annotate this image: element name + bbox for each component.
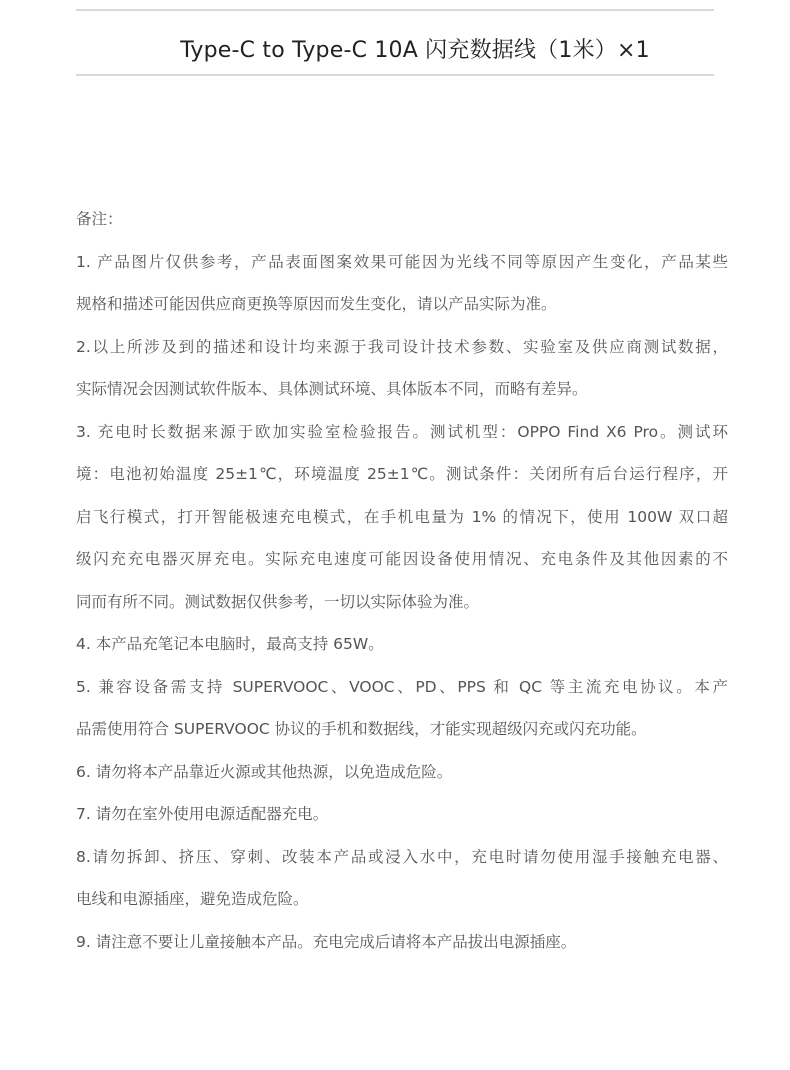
- top-divider: [76, 9, 714, 11]
- note-line: 7. 请勿在室外使用电源适配器充电。: [76, 805, 329, 823]
- notes-section: [76, 198, 728, 963]
- note-line: 电线和电源插座，避免造成危险。: [76, 890, 309, 908]
- notes-body: [76, 241, 728, 964]
- note-line: 5. 兼容设备需支持 SUPERVOOC、VOOC、PD、PPS 和 QC 等主流充电协议。本产: [76, 677, 728, 696]
- note-line: 启飞行模式，打开智能极速充电模式，在手机电量为 1% 的情况下，使用 100W 双口超: [76, 507, 728, 526]
- note-line: 8.请勿拆卸、挤压、穿刺、改装本产品或浸入水中，充电时请勿使用湿手接触充电器、: [76, 847, 728, 866]
- note-line: 1. 产品图片仅供参考，产品表面图案效果可能因为光线不同等原因产生变化，产品某些: [76, 252, 728, 271]
- notes-heading: 备注：: [76, 210, 123, 228]
- note-line: 6. 请勿将本产品靠近火源或其他热源，以免造成危险。: [76, 762, 453, 781]
- note-line: 2.以上所涉及到的描述和设计均来源于我司设计技术参数、实验室及供应商测试数据，: [76, 337, 728, 356]
- note-line: 品需使用符合 SUPERVOOC 协议的手机和数据线，才能实现超级闪充或闪充功能。: [76, 720, 647, 738]
- title-divider: [76, 74, 714, 76]
- note-line: 规格和描述可能因供应商更换等原因而发生变化，请以产品实际为准。: [76, 295, 557, 313]
- note-line: 3. 充电时长数据来源于欧加实验室检验报告。测试机型：OPPO Find X6 Pro。测试环: [76, 422, 728, 441]
- note-line: 级闪充充电器灭屏充电。实际充电速度可能因设备使用情况、充电条件及其他因素的不: [76, 550, 728, 568]
- note-line: 境：电池初始温度 25±1℃，环境温度 25±1℃。测试条件：关闭所有后台运行程序，开: [76, 465, 728, 483]
- note-line: 同而有所不同。测试数据仅供参考，一切以实际体验为准。: [76, 592, 480, 611]
- note-line: 4. 本产品充笔记本电脑时，最高支持 65W。: [76, 635, 384, 653]
- product-title: Type-C to Type-C 10A 闪充数据线（1米）×1: [180, 38, 650, 63]
- note-line: 9. 请注意不要让儿童接触本产品。充电完成后请将本产品拔出电源插座。: [76, 932, 577, 951]
- note-line: 实际情况会因测试软件版本、具体测试环境、具体版本不同，而略有差异。: [76, 380, 588, 398]
